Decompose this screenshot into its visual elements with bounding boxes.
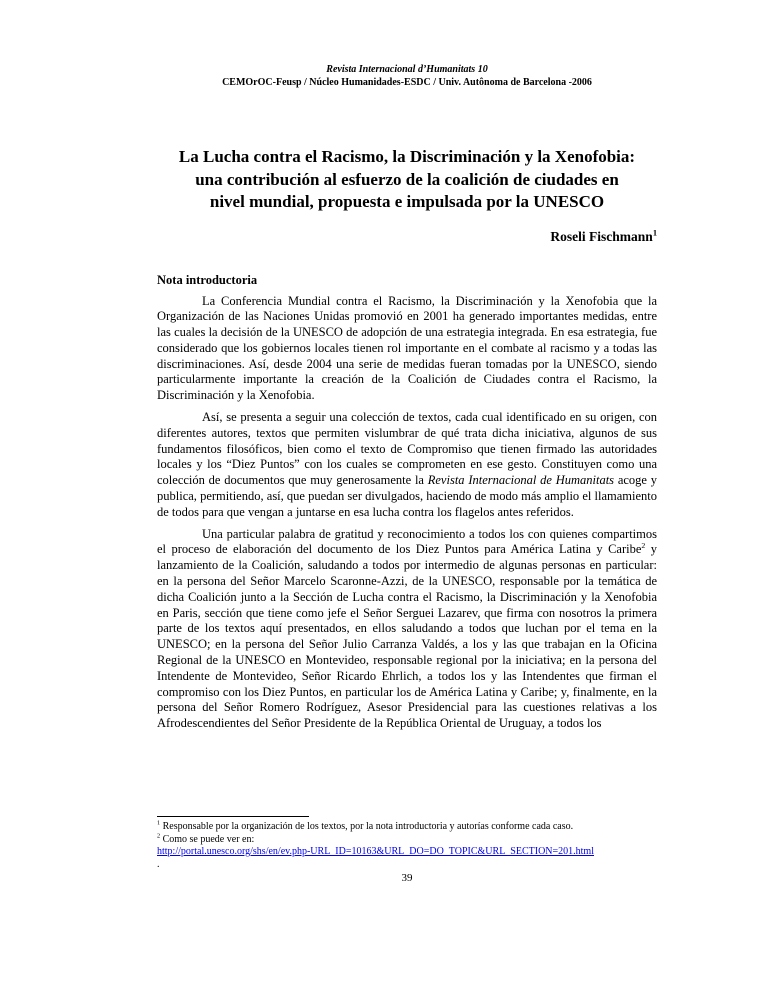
footnote-2 xyxy=(157,834,657,847)
journal-name-italic: Revista Internacional de Humanitats xyxy=(427,473,615,488)
footnote-1 xyxy=(157,821,657,834)
footnote-2-trailing-period: . xyxy=(157,858,160,870)
paragraph-3-text-cont: y lanzamiento de la Coalición, saludando a todos por intermedio de algunas personas en particular: en la persona del Señor Marcelo Scaronne-Azzi, de la UNESCO, responsable por la temática de dicha Coalición junto a la Sección de Lucha contra el Racismo, la Discriminación y la Xenofobia en Paris, sección que tiene como jefe el Señor Serguei Lazarev, que firma con nosotros la primera parte de los textos aquí presentados, en ellos saludando a todos que luchan por el tema en la UNESCO; en la persona del Señor Julio Carranza Valdés, a los y las que trabajan en la Oficina Regional de la UNESCO en Montevideo, responsable regional por la iniciativa; en la persona del Intendente de Montevideo, Señor Ricardo Ehrlich, a todos los y las Intendentes que firman el compromiso con los Diez Puntos, en particular los de América Latina y Caribe; y, finalmente, en la persona del Señor Romero Rodríguez, Asesor Presidencial para las cuestiones relativas a los Afrodescendientes del Señor Presidente de la República Oriental de Uruguay, a todos los xyxy=(157,542,657,731)
journal-affiliation: CEMOrOC-Feusp / Núcleo Humanidades-ESDC / Univ. Autônoma de Barcelona -2006 xyxy=(222,77,592,88)
author-name: Roseli Fischmann xyxy=(550,228,653,244)
unesco-url-link[interactable]: http://portal.unesco.org/shs/en/ev.php-URL_ID=10163&URL_DO=DO_TOPIC&URL_SECTION=201.html xyxy=(157,846,594,857)
author-footnote-ref: 1 xyxy=(652,228,657,237)
page-number: 39 xyxy=(401,872,413,884)
journal-title: Revista Internacional d’Humanitats 10 xyxy=(326,64,488,75)
footnote-1-text: Responsable por la organización de los textos, por la nota introductoria y autorías conforme cada caso. xyxy=(162,821,574,832)
paragraph-3-text: Una particular palabra de gratitud y reconocimiento a todos los con quienes compartimos el proceso de elaboración del documento de los Diez Puntos para América Latina y Caribe xyxy=(157,526,657,557)
footnote-2-link-line xyxy=(157,846,657,859)
footnote-2-text: Como se puede ver en: xyxy=(162,833,255,845)
article-title-line-1: La Lucha contra el Racismo, la Discriminación y la Xenofobia: xyxy=(178,147,636,166)
author-line xyxy=(157,229,657,245)
footnote-1-marker: 1 xyxy=(157,819,161,827)
footnote-2-marker: 2 xyxy=(157,832,161,840)
paragraph-2-text: Así, se presenta a seguir una colección de textos, cada cual identificado en su origen, con diferentes autores, textos que permiten vislumbrar de qué trata dicha iniciativa, algunos de sus fundamentos filosóficos, bien como el texto de Compromiso que tienen firmado las autoridades locales y los “Diez Puntos” con los cuales se comprometen en ese gesto. Constituyen como una colección de documentos que muy generosamente la xyxy=(157,410,657,488)
article-title xyxy=(157,146,657,214)
footnote-ref-2: 2 xyxy=(641,541,646,551)
paragraph-2 xyxy=(157,410,657,521)
article-title-line-2: una contribución al esfuerzo de la coalición de ciudades en xyxy=(195,169,619,189)
section-heading: Nota introductoria xyxy=(157,272,258,287)
footnote-rule xyxy=(157,816,309,817)
paragraph-2-text-cont: acoge y publica, permitiendo, así, que puedan ser divulgados, haciendo de modo más amplio el llamamiento de todos para que vengan a juntarse en esa lucha contra los flagelos antes referidos. xyxy=(157,473,657,519)
paragraph-1: La Conferencia Mundial contra el Racismo, la Discriminación y la Xenofobia que la Organización de las Naciones Unidas promovió en 2001 ha generado importantes medidas, entre las cuales la decisión de la UNESCO de adopción de una estrategia integrada. En esa estrategia, fue considerado que los gobiernos locales tienen rol importante en el combate al racismo y a todas las discriminaciones. Así, desde 2004 una serie de medidas fueran tomadas por la UNESCO, siendo particularmente importante la creación de la Coalición de Ciudades contra el Racismo, la Discriminación y la Xenofobia. xyxy=(157,293,657,403)
article-title-line-3: nivel mundial, propuesta e impulsada por la UNESCO xyxy=(209,192,605,211)
footnote-area xyxy=(157,816,657,871)
document-page xyxy=(157,0,657,994)
paragraph-3 xyxy=(157,527,657,732)
journal-header xyxy=(157,64,657,89)
